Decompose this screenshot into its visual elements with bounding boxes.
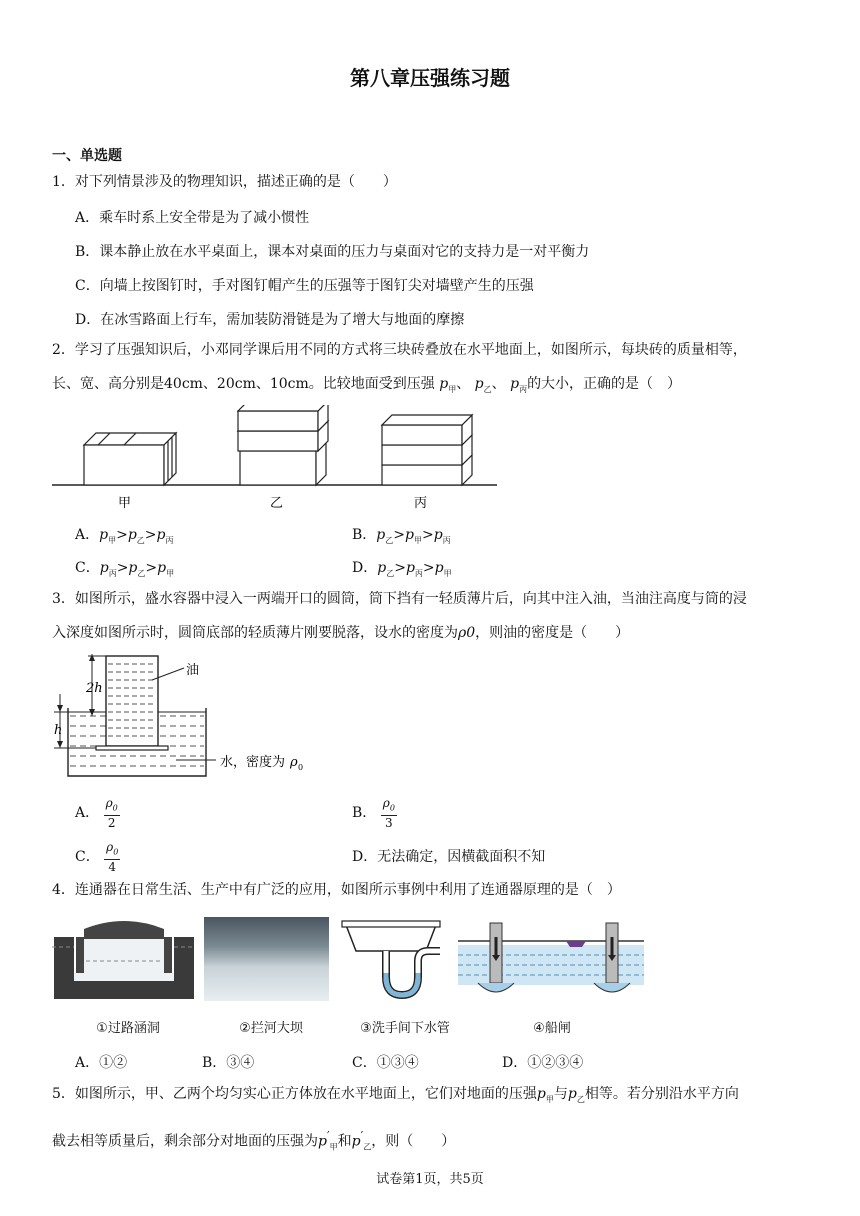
q2-label-yi: 乙 (270, 496, 284, 511)
q2-line2: 长、宽、高分别是40cm、20cm、10cm。比较地面受到压强 $p_甲$、 $p_乙$、 $p_丙$的大小，正确的是（ ） (52, 376, 682, 394)
q2-option-c: C．$p_丙>p_乙>p_甲$ (75, 560, 175, 578)
q1-option-c: C．向墙上按图钉时，手对图钉帽产生的压强等于图钉尖对墙壁产生的压强 (75, 278, 534, 294)
q1-option-d: D．在冰雪路面上行车，需加装防滑链是为了增大与地面的摩擦 (75, 312, 465, 328)
q2-option-b: B．$p_乙>p_甲>p_丙$ (352, 527, 451, 545)
page-footer: 试卷第1页，共5页 (376, 1172, 484, 1187)
caption-ship-lock: ④船闸 (533, 1021, 571, 1036)
q3-figure (48, 650, 328, 784)
dam-photo (204, 917, 329, 1001)
q2-bricks-figure (52, 405, 502, 515)
q3-option-b: B． $\frac{\rho_0}{3}$ (352, 796, 395, 831)
section-heading: 一、单选题 (52, 148, 122, 164)
ship-lock-figure (458, 917, 644, 1001)
q3-label-oil: 油 (186, 663, 200, 678)
q1-option-b: B．课本静止放在水平桌面上，课本对桌面的压力与桌面对它的支持力是一对平衡力 (75, 244, 590, 260)
drain-pipe-figure (340, 917, 450, 1001)
q4-option-a: A．①② (75, 1055, 128, 1071)
caption-dam: ②拦河大坝 (239, 1021, 303, 1036)
q2-option-d: D．$p_乙>p_丙>p_甲$ (352, 560, 452, 578)
caption-culvert: ①过路涵洞 (96, 1021, 160, 1036)
q3-option-d: D．无法确定，因横截面积不知 (352, 849, 546, 865)
q3-label-rho-sub: 0 (298, 763, 304, 772)
q2-label-bing: 丙 (414, 496, 428, 511)
q1-option-a: A．乘车时系上安全带是为了减小惯性 (75, 210, 310, 226)
q5-line2: 截去相等质量后，剩余部分对地面的压强为$p'_甲$和$p'_乙$，则（ ） (52, 1129, 456, 1152)
q3-label-rho: ρ (290, 755, 298, 770)
q5-line1: 5．如图所示，甲、乙两个均匀实心正方体放在水平地面上，它们对地面的压强$p_甲$与$p_乙$相等。若分别沿水平方向 (52, 1086, 739, 1104)
culvert-figure (52, 917, 194, 1001)
q3-label-water: 水，密度为 (220, 755, 286, 770)
q3-line1: 3．如图所示，盛水容器中浸入一两端开口的圆筒，筒下挡有一轻质薄片后，向其中注入油，当油注高度与筒的浸 (52, 591, 747, 607)
q2-line1: 2．学习了压强知识后，小邓同学课后用不同的方式将三块砖叠放在水平地面上，如图所示，每块砖的质量相等， (52, 342, 747, 358)
q1-stem: 1．对下列情景涉及的物理知识，描述正确的是（ ） (52, 174, 397, 190)
q4-stem: 4．连通器在日常生活、生产中有广泛的应用，如图所示事例中利用了连通器原理的是（ ） (52, 882, 621, 898)
q3-line2: 入深度如图所示时，圆筒底部的轻质薄片刚要脱落，设水的密度为ρ0，则油的密度是（ ） (52, 625, 630, 641)
q3-option-a: A． $\frac{\rho_0}{2}$ (75, 796, 118, 831)
q3-label-2h: 2h (86, 681, 103, 696)
q4-option-d: D．①②③④ (502, 1055, 584, 1071)
page-title: 第八章压强练习题 (350, 66, 510, 90)
caption-drain: ③洗手间下水管 (360, 1021, 450, 1036)
q3-label-h: h (54, 723, 63, 738)
q2-label-jia: 甲 (118, 496, 132, 511)
q4-option-c: C．①③④ (352, 1055, 419, 1071)
q4-option-b: B．③④ (202, 1055, 255, 1071)
q3-option-c: C． $\frac{\rho_0}{4}$ (75, 840, 119, 875)
q2-option-a: A．$p_甲>p_乙>p_丙$ (75, 527, 174, 545)
